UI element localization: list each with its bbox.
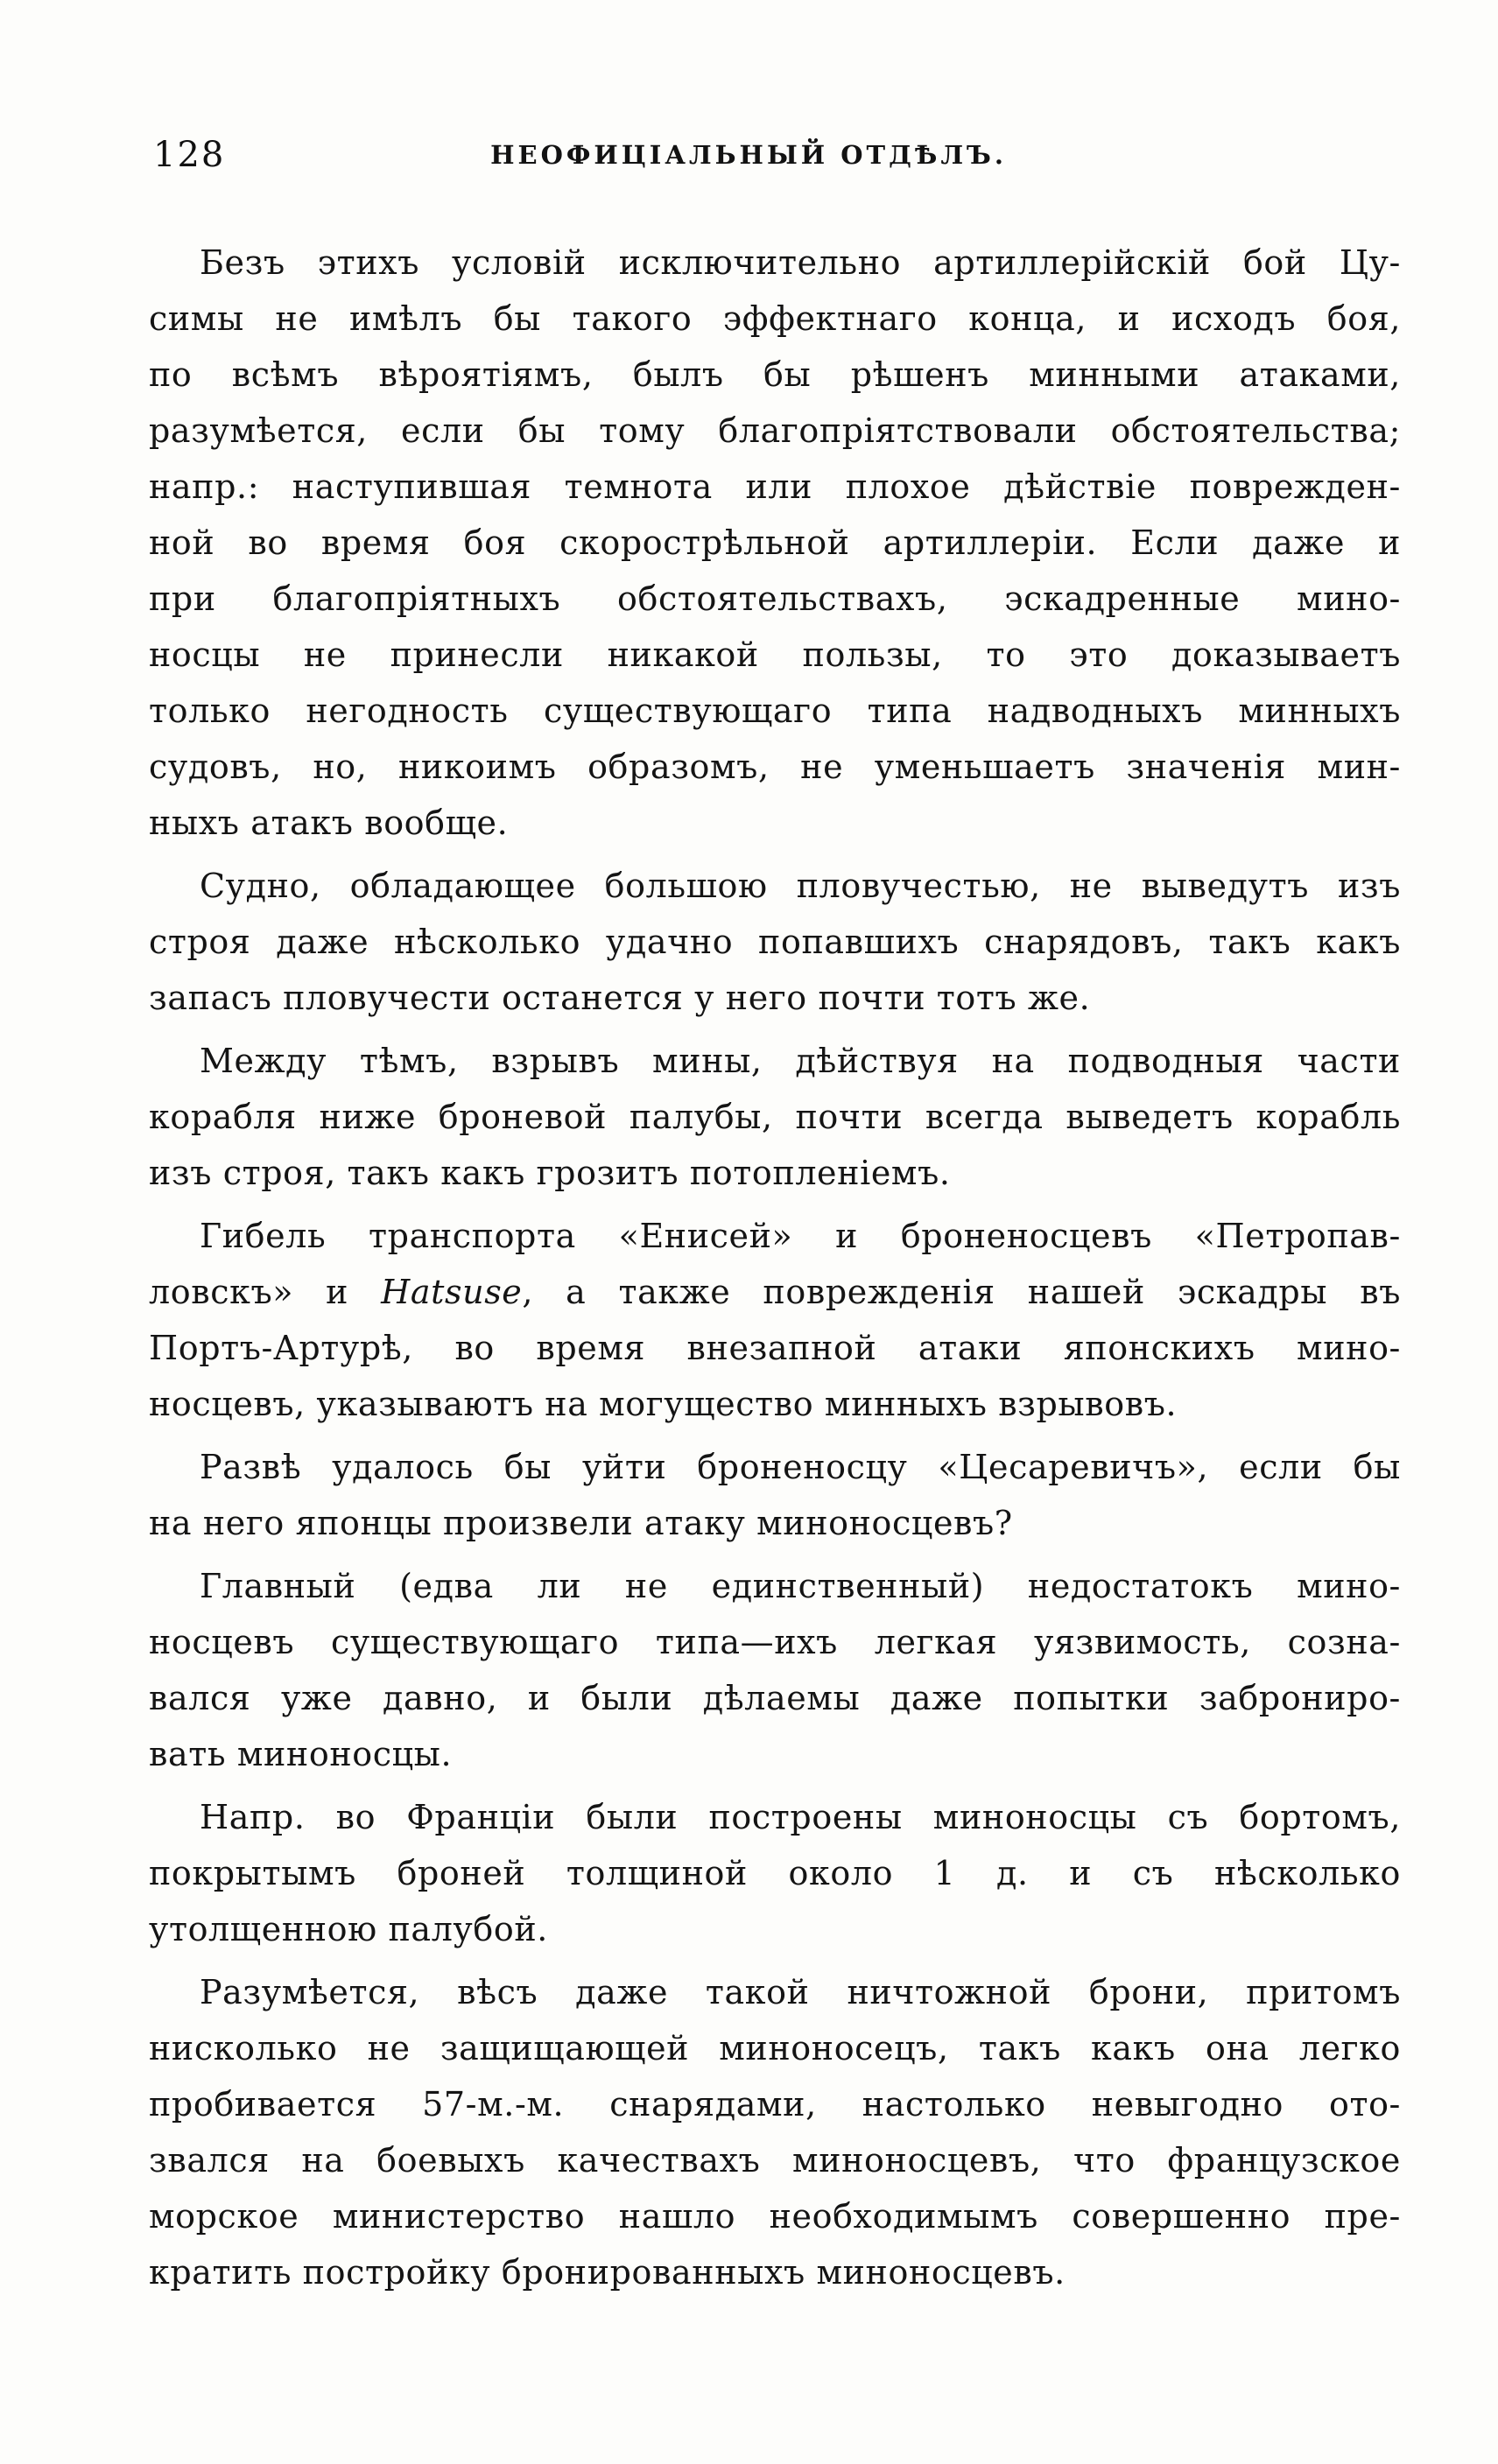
text-line: кратить постройку бронированныхъ миноносцевъ. bbox=[149, 2253, 1065, 2292]
text-line: ной во время боя скорострѣльной артиллеріи. Если даже и bbox=[149, 523, 1401, 562]
text-line: вался уже давно, и были дѣлаемы даже попытки заброниро- bbox=[149, 1679, 1401, 1717]
paragraph bbox=[149, 1558, 1401, 1782]
text-line: носцы не принесли никакой пользы, то это доказываетъ bbox=[149, 635, 1401, 674]
text-line: корабля ниже броневой палубы, почти всегда выведетъ корабль bbox=[149, 1098, 1401, 1136]
text-line: напр.: наступившая темнота или плохое дѣйствіе поврежден- bbox=[149, 467, 1401, 506]
text-line: вать миноносцы. bbox=[149, 1735, 453, 1773]
text-line: Разумѣется, вѣсъ даже такой ничтожной брони, притомъ bbox=[200, 1973, 1401, 2011]
paragraph bbox=[149, 858, 1401, 1026]
text-line: Напр. во Франціи были построены миноносцы съ бортомъ, bbox=[200, 1798, 1401, 1836]
text-line: Портъ-Артурѣ, во время внезапной атаки японскихъ мино- bbox=[149, 1329, 1401, 1367]
text-line: строя даже нѣсколько удачно попавшихъ снарядовъ, такъ какъ bbox=[149, 923, 1401, 961]
text-line: на него японцы произвели атаку миноносцевъ? bbox=[149, 1504, 1013, 1542]
body-text bbox=[149, 235, 1401, 2300]
text-line: ловскъ» и Hatsuse, а также поврежденія нашей эскадры въ bbox=[149, 1273, 1401, 1311]
paragraph bbox=[149, 1208, 1401, 1432]
text-line: покрытымъ броней толщиной около 1 д. и съ нѣсколько bbox=[149, 1854, 1401, 1892]
text-line: ныхъ атакъ вообще. bbox=[149, 804, 509, 842]
text-line: утолщенною палубой. bbox=[149, 1910, 548, 1948]
page-header bbox=[149, 131, 1401, 184]
text-line: изъ строя, такъ какъ грозитъ потопленіемъ. bbox=[149, 1154, 951, 1192]
paragraph bbox=[149, 235, 1401, 851]
page-number: 128 bbox=[153, 135, 226, 175]
text-line: морское министерство нашло необходимымъ совершенно пре- bbox=[149, 2197, 1401, 2236]
text-line: разумѣется, если бы тому благопріятствовали обстоятельства; bbox=[149, 411, 1401, 450]
text-line: Судно, обладающее большою пловучестью, не выведутъ изъ bbox=[200, 867, 1401, 905]
text-line: при благопріятныхъ обстоятельствахъ, эскадренные мино- bbox=[149, 579, 1401, 618]
text-line: нисколько не защищающей миноносецъ, такъ какъ она легко bbox=[149, 2029, 1401, 2067]
text-line: только негодность существующаго типа надводныхъ минныхъ bbox=[149, 691, 1401, 730]
paragraph bbox=[149, 1439, 1401, 1551]
text-line: судовъ, но, никоимъ образомъ, не уменьшаетъ значенія мин- bbox=[149, 748, 1401, 786]
running-header-title: НЕОФИЦІАЛЬНЫЙ ОТДѢЛЪ. bbox=[490, 140, 1007, 170]
text-line: пробивается 57-м.-м. снарядами, настолько невыгодно ото- bbox=[149, 2085, 1401, 2124]
paragraph bbox=[149, 1789, 1401, 1957]
text-line: носцевъ существующаго типа—ихъ легкая уязвимость, созна- bbox=[149, 1623, 1401, 1661]
text-line: симы не имѣлъ бы такого эффектнаго конца, и исходъ боя, bbox=[149, 299, 1401, 338]
text-line: Главный (едва ли не единственный) недостатокъ мино- bbox=[200, 1567, 1401, 1605]
text-line: Гибель транспорта «Енисей» и броненосцевъ «Петропав- bbox=[200, 1217, 1401, 1255]
text-line: Развѣ удалось бы уйти броненосцу «Цесаревичъ», если бы bbox=[200, 1448, 1401, 1486]
text-line: запасъ пловучести останется у него почти тотъ же. bbox=[149, 979, 1091, 1017]
text-line: Безъ этихъ условій исключительно артиллерійскій бой Цу- bbox=[200, 243, 1401, 282]
paragraph bbox=[149, 1964, 1401, 2300]
text-line: носцевъ, указываютъ на могущество минныхъ взрывовъ. bbox=[149, 1385, 1178, 1423]
paragraph bbox=[149, 1033, 1401, 1201]
text-line: по всѣмъ вѣроятіямъ, былъ бы рѣшенъ минными атаками, bbox=[149, 355, 1401, 394]
text-line: звался на боевыхъ качествахъ миноносцевъ, что французское bbox=[149, 2141, 1401, 2180]
text-line: Между тѣмъ, взрывъ мины, дѣйствуя на подводныя части bbox=[200, 1042, 1401, 1080]
